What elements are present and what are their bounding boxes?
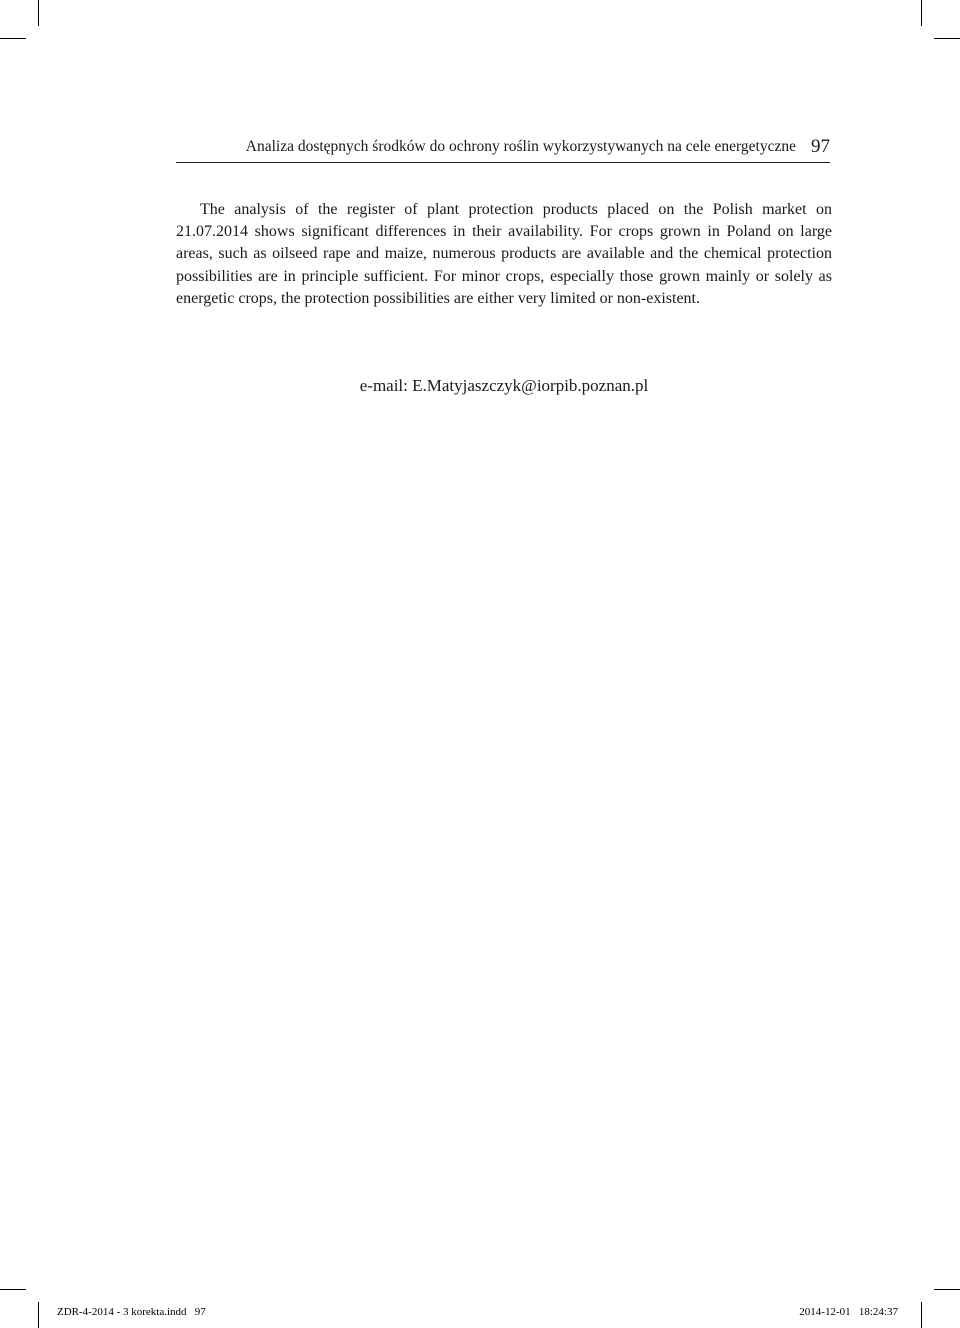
running-header <box>176 136 830 163</box>
crop-mark-bottom-right <box>921 1302 922 1328</box>
crop-mark-left-top <box>0 38 26 39</box>
slug-file-name: ZDR-4-2014 - 3 korekta.indd 97 <box>57 1306 206 1318</box>
running-title: Analiza dostępnych środków do ochrony roślin wykorzystywanych na cele energetyczne <box>245 138 796 155</box>
author-email: e-mail: E.Matyjaszczyk@iorpib.poznan.pl <box>359 376 649 395</box>
crop-mark-top-left <box>38 0 39 26</box>
crop-mark-right-bottom <box>934 1289 960 1290</box>
crop-mark-left-bottom <box>0 1289 26 1290</box>
page-number: 97 <box>811 136 830 157</box>
crop-mark-right-top <box>934 38 960 39</box>
crop-mark-bottom-left <box>38 1302 39 1328</box>
crop-mark-top-right <box>921 0 922 26</box>
slug-timestamp: 2014-12-01 18:24:37 <box>799 1306 898 1318</box>
abstract-paragraph: The analysis of the register of plant protection products placed on the Polish market on 21.07.2014 shows significant differences in their availability. For crops grown in Poland on large areas, such as oilseed rape and maize, numerous products are available and the chemical protection possibilities are in principle sufficient. For minor crops, especially those grown mainly or solely as energetic crops, the protection possibilities are either very limited or non-existent. <box>176 201 832 307</box>
